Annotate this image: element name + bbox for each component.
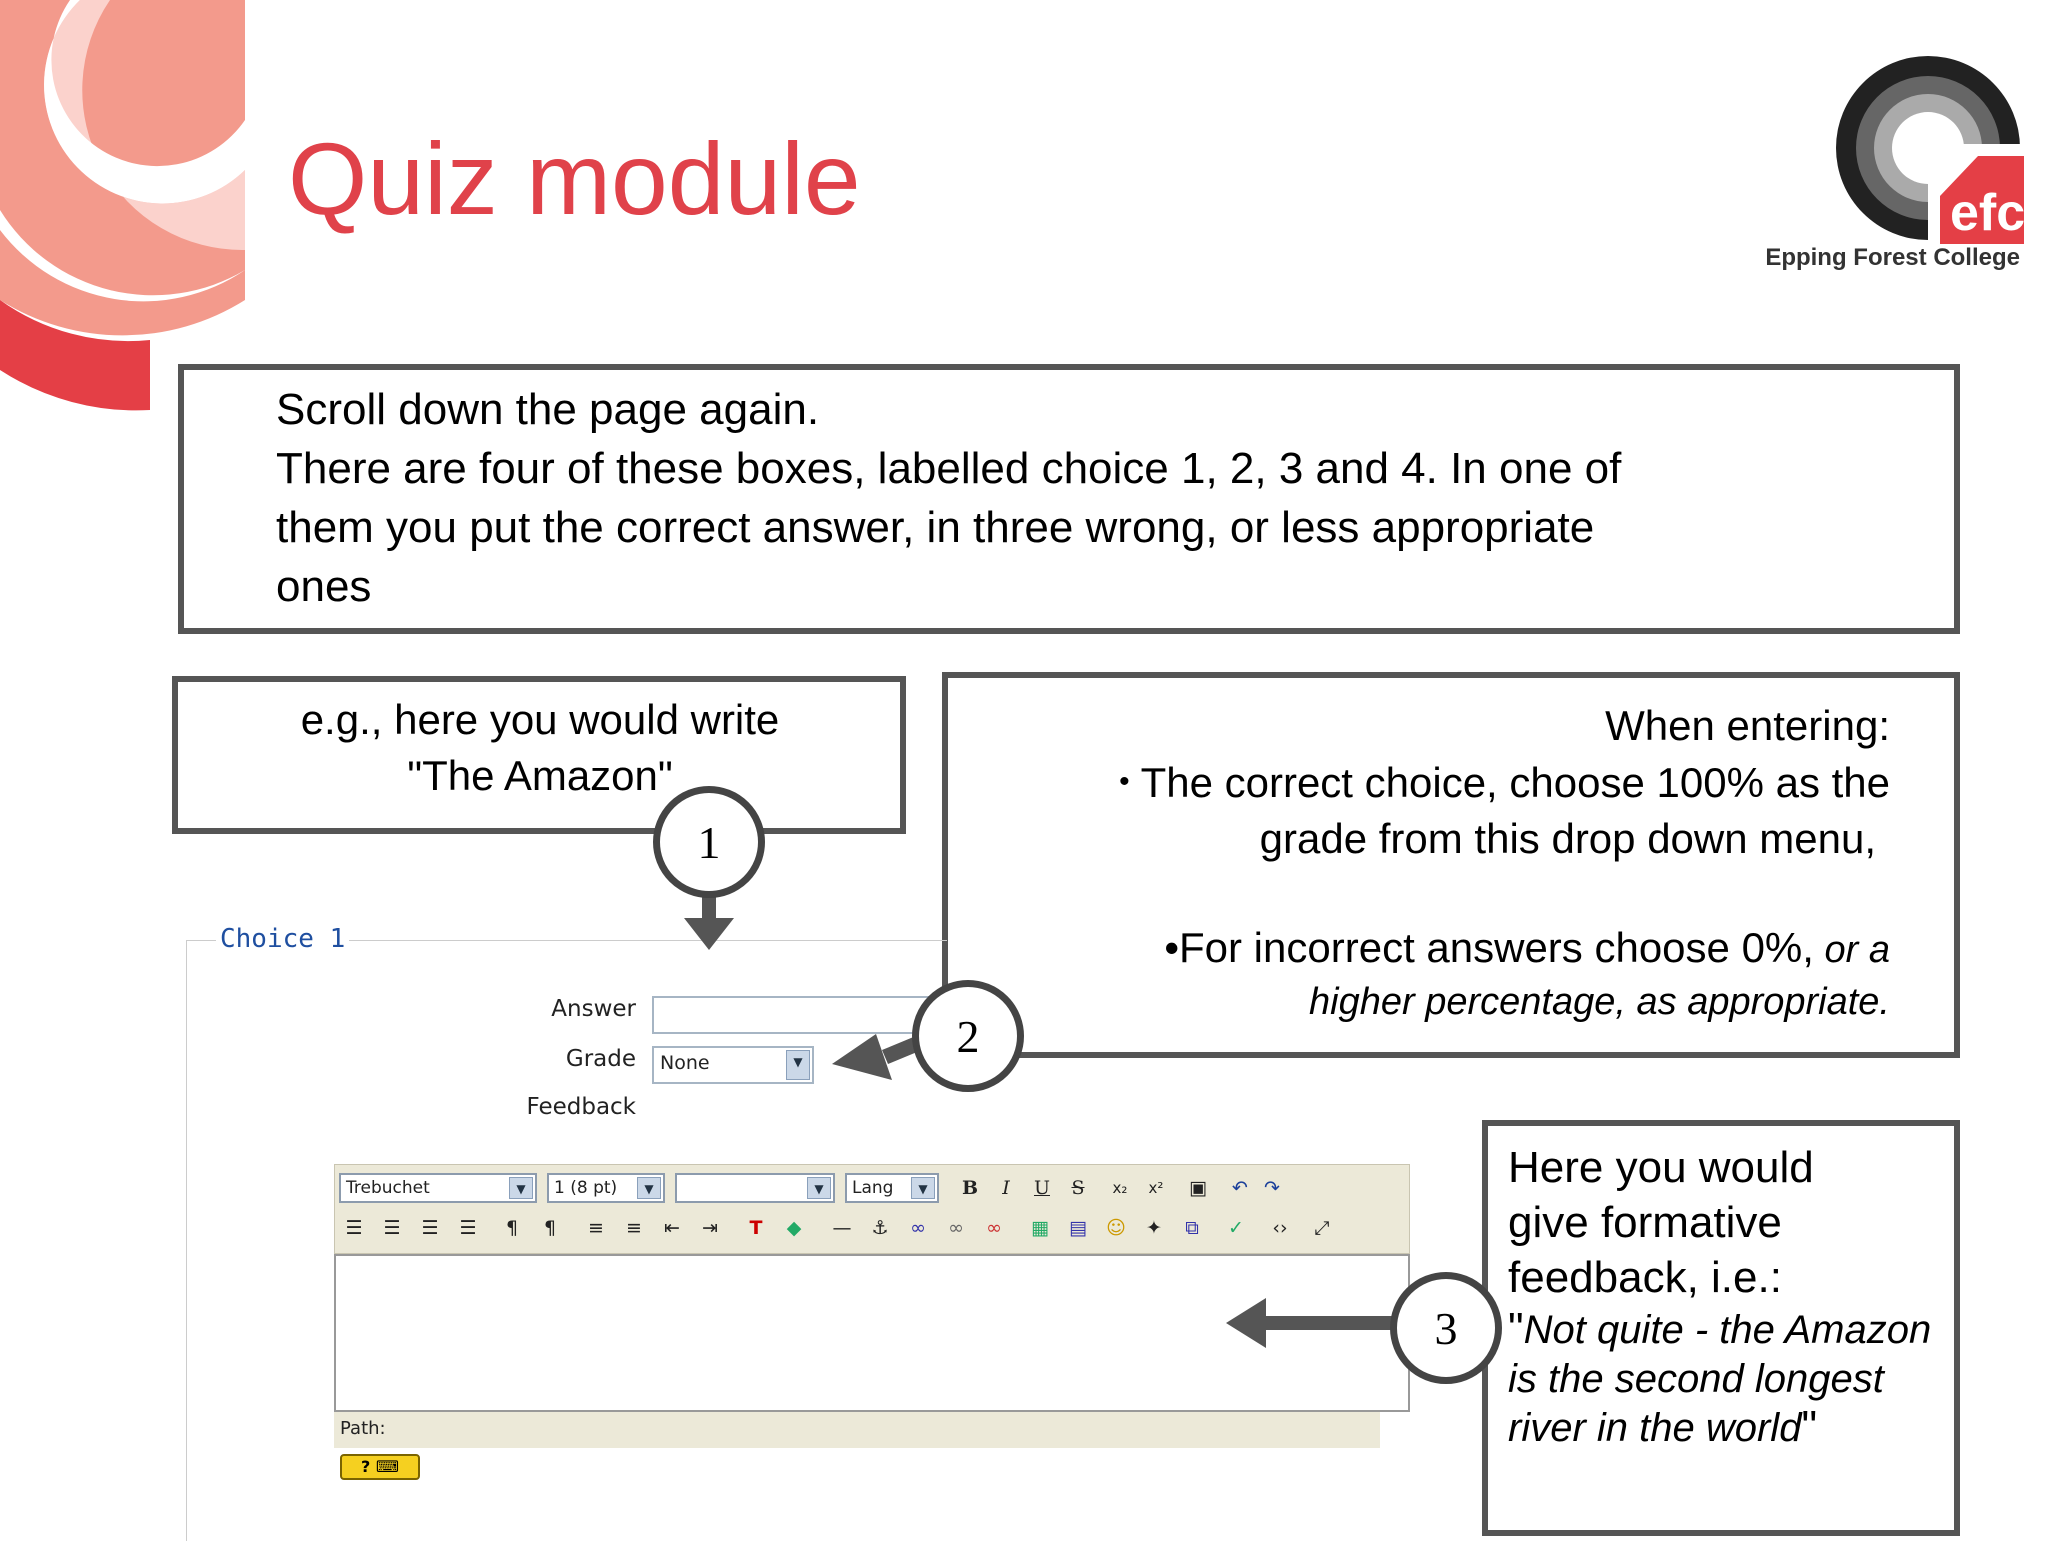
chevron-down-icon: ▼ (807, 1177, 831, 1199)
grade-select[interactable] (652, 1046, 814, 1084)
align-center-icon[interactable]: ☰ (383, 1217, 401, 1239)
grade-callout-bullet-1-line-2: grade from this drop down menu, (1259, 815, 1876, 862)
chevron-down-icon: ▼ (509, 1177, 533, 1199)
search-replace-icon[interactable]: ⧉ (1185, 1217, 1199, 1239)
slide-title: Quiz module (288, 122, 861, 236)
marker-2: 2 (912, 980, 1024, 1092)
paste-word-icon[interactable]: ▣ (1189, 1177, 1207, 1199)
size-select-value: 1 (8 pt) (554, 1178, 618, 1198)
lang-select-value: Lang (852, 1178, 894, 1198)
instruction-line-2: There are four of these boxes, labelled choice 1, 2, 3 and 4. In one of (276, 444, 1622, 493)
special-char-icon[interactable]: ✦ (1146, 1217, 1162, 1239)
smiley-icon[interactable]: ☺ (1106, 1217, 1126, 1239)
grade-label: Grade (565, 1046, 636, 1072)
editor-toolbar (334, 1164, 1410, 1254)
unordered-list-icon[interactable]: ≡ (626, 1217, 642, 1239)
nolink-icon[interactable]: ∞ (986, 1217, 1002, 1239)
feedback-label: Feedback (526, 1094, 636, 1120)
underline-icon[interactable]: U (1033, 1177, 1050, 1199)
feedback-callout-line-3: feedback, i.e.: (1508, 1253, 1782, 1302)
answer-callout-text (200, 692, 880, 804)
anchor-icon[interactable]: ⚓ (871, 1217, 889, 1239)
grade-select-value: None (660, 1052, 710, 1074)
answer-label: Answer (551, 996, 636, 1022)
answer-input[interactable] (652, 996, 942, 1034)
chevron-down-icon: ▼ (637, 1177, 661, 1199)
instruction-text (276, 380, 1621, 616)
feedback-quote-open: " (1508, 1304, 1524, 1353)
font-select[interactable] (339, 1173, 537, 1203)
undo-icon[interactable]: ↶ (1232, 1177, 1248, 1199)
help-button[interactable] (340, 1454, 420, 1480)
grade-callout-bullet-2-italic-2: higher percentage, as appropriate. (1309, 981, 1890, 1023)
feedback-callout-line-1: Here you would (1508, 1143, 1814, 1192)
help-icon: ? (361, 1457, 371, 1476)
feedback-callout-line-2: give formative (1508, 1198, 1782, 1247)
editor-path-bar: Path: (334, 1412, 1380, 1448)
spellcheck-icon[interactable]: ✓ (1228, 1217, 1244, 1239)
subscript-icon[interactable]: x₂ (1112, 1179, 1128, 1197)
grade-callout-bullet-2-line-1 (1000, 922, 1890, 976)
answer-callout-line-1: e.g., here you would write (300, 696, 780, 743)
corner-decoration (0, 0, 250, 420)
align-right-icon[interactable]: ☰ (421, 1217, 439, 1239)
italic-icon[interactable]: I (1002, 1177, 1010, 1199)
feedback-quote-text: Not quite - the Amazon is the second longest river in the world (1508, 1308, 1932, 1450)
image-icon[interactable]: ▦ (1031, 1217, 1049, 1239)
superscript-icon[interactable]: x² (1148, 1179, 1164, 1197)
text-color-icon[interactable]: T (749, 1217, 763, 1239)
college-logo (1828, 48, 2028, 248)
feedback-callout-quote (1508, 1305, 1948, 1452)
table-icon[interactable]: ▤ (1069, 1217, 1087, 1239)
format-select[interactable] (675, 1173, 835, 1203)
grade-callout-heading: When entering: (1605, 702, 1890, 749)
feedback-callout-text (1508, 1140, 1948, 1452)
college-name: Epping Forest College (1765, 244, 2020, 271)
html-source-icon[interactable]: ‹› (1272, 1217, 1288, 1239)
grade-callout-bullet-2-italic-1: or a (1813, 929, 1890, 971)
size-select[interactable] (547, 1173, 665, 1203)
unlink-icon[interactable]: ∞ (948, 1217, 964, 1239)
instruction-line-4: ones (276, 562, 372, 611)
outdent-icon[interactable]: ⇤ (664, 1217, 680, 1239)
chevron-down-icon: ▼ (786, 1050, 810, 1080)
grade-callout-bullet-2-main: •For incorrect answers choose 0%, (1164, 924, 1814, 971)
answer-callout-line-2: "The Amazon" (407, 752, 673, 799)
redo-icon[interactable]: ↷ (1264, 1177, 1280, 1199)
font-select-value: Trebuchet (346, 1178, 430, 1198)
justify-icon[interactable]: ☰ (459, 1217, 477, 1239)
grade-callout-bullet-2 (1000, 922, 1890, 1028)
grade-callout-bullet-1: • The correct choice, choose 100% as the (1119, 759, 1890, 806)
grade-callout-text (1000, 698, 1890, 867)
logo-mark: efc (1950, 184, 2026, 242)
feedback-quote-close: " (1801, 1402, 1818, 1451)
bold-icon[interactable]: B (961, 1177, 979, 1199)
marker-1: 1 (653, 786, 765, 898)
choice-legend: Choice 1 (216, 924, 349, 954)
grade-callout-bullet-1-line-1: The correct choice, choose 100% as the (1140, 759, 1890, 806)
marker-3: 3 (1390, 1272, 1502, 1384)
horizontal-rule-icon[interactable]: — (832, 1217, 852, 1239)
ordered-list-icon[interactable]: ≡ (588, 1217, 604, 1239)
align-left-icon[interactable]: ☰ (345, 1217, 363, 1239)
keyboard-icon: ⌨ (375, 1457, 399, 1476)
rtl-icon[interactable]: ¶ (543, 1217, 557, 1239)
link-icon[interactable]: ∞ (910, 1217, 926, 1239)
bg-color-icon[interactable]: ◆ (786, 1217, 802, 1239)
ltr-icon[interactable]: ¶ (505, 1217, 519, 1239)
fullscreen-icon[interactable]: ⤢ (1314, 1217, 1330, 1239)
instruction-line-1: Scroll down the page again. (276, 385, 820, 434)
feedback-editor[interactable] (334, 1254, 1410, 1412)
instruction-line-3: them you put the correct answer, in three wrong, or less appropriate (276, 503, 1595, 552)
strikethrough-icon[interactable]: S (1071, 1177, 1085, 1199)
lang-select[interactable] (845, 1173, 939, 1203)
chevron-down-icon: ▼ (911, 1177, 935, 1199)
indent-icon[interactable]: ⇥ (702, 1217, 718, 1239)
